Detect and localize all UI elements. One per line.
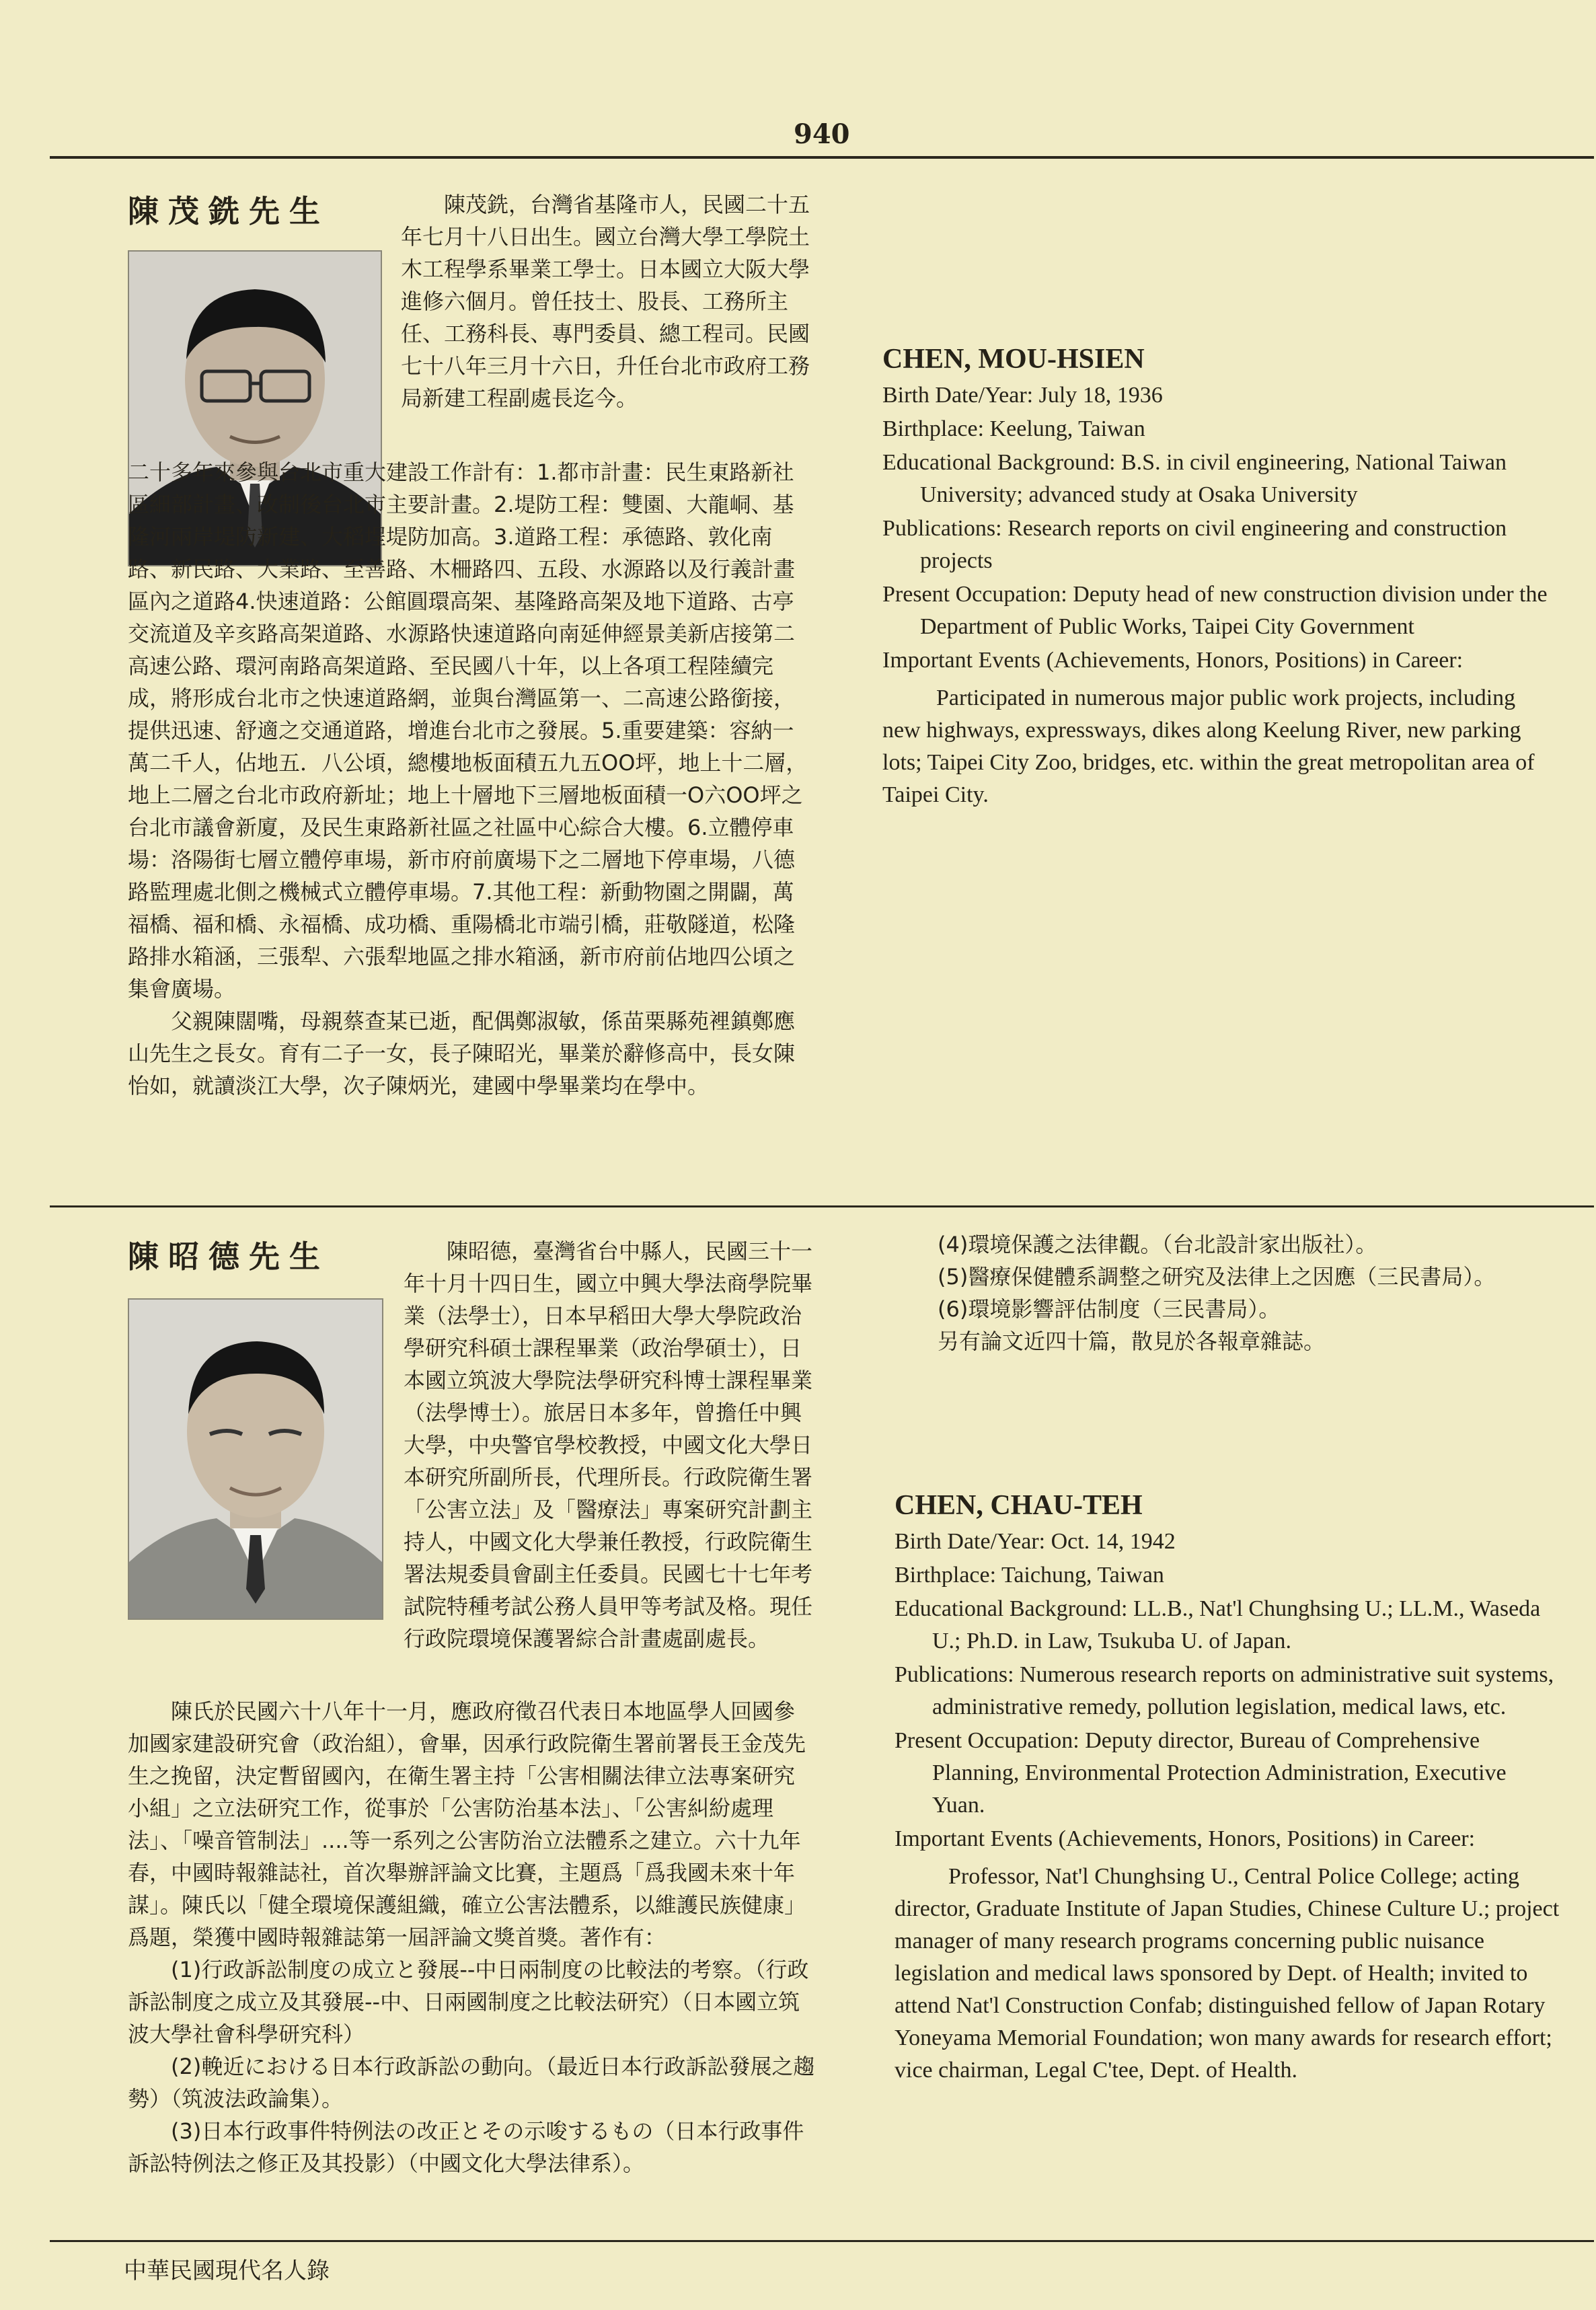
entry2-en-birthplace: Birthplace: Taichung, Taiwan	[895, 1563, 1164, 1588]
entry1-zh-body	[128, 456, 812, 1102]
entry1-en-name: CHEN, MOU-HSIEN	[882, 344, 1145, 375]
entry1-en-publications: Publications: Research reports on civil engineering and construction projects	[882, 516, 1507, 573]
entry2-zh-work-2: (2)輓近における日本行政訴訟の動向。（最近日本行政訴訟發展之趨勢）（筑波法政論集）。	[128, 2054, 815, 2112]
entry2-zh-work-5: (5)醫療保健體系調整之研究及法律上之因應（三民書局）。	[938, 1264, 1496, 1290]
entry2-portrait	[128, 1298, 383, 1620]
entry2-en-birthdate: Birth Date/Year: Oct. 14, 1942	[895, 1529, 1176, 1554]
entry2-zh-intro	[404, 1235, 815, 1655]
entry1-en-birthdate: Birth Date/Year: July 18, 1936	[882, 383, 1163, 408]
entry2-en-occupation: Present Occupation: Deputy director, Bureau of Comprehensive Planning, Environmental Protection Administration, Executive Yuan.	[895, 1728, 1507, 1818]
entry1-zh-intro-text: 陳茂銑，台灣省基隆市人，民國二十五年七月十八日出生。國立台灣大學工學院土木工程學系畢業工學士。日本國立大阪大學進修六個月。曾任技士、股長、工務所主任、工務科長、專門委員、總工程司。民國七十八年三月十六日，升任台北市政府工務局新建工程副處長迄今。	[401, 192, 810, 411]
entry2-en-block	[895, 1487, 1560, 2087]
entry2-en-events: Professor, Nat'l Chunghsing U., Central Police College; acting director, Graduate Institute of Japan Studies, Chinese Culture U.; project manager of many research programs concerning public nuisance legislation and medical laws sponsored by Dept. of Health; invited to attend Nat'l Construction Confab; distinguished fellow of Japan Rotary Yoneyama Memorial Foundation; won many awards for research effort; vice chairman, Legal C'tee, Dept. of Health.	[895, 1864, 1560, 2083]
entry1-zh-body-text: 二十多年來參與台北市重大建設工作計有：1.都市計畫：民生東路新社區細部計畫、改制後台北市主要計畫。2.堤防工程：雙園、大龍峒、基隆河兩岸堤防新建、大稻埕堤防加高。3.道路工程：承德路、敦化南路、新民路、大業路、至善路、木柵路四、五段、水源路以及行義計畫區內之道路4.快速道路：公館圓環高架、基隆路高架及地下道路、古亭交流道及辛亥路高架道路、水源路快速道路向南延伸經景美新店接第二高速公路、環河南路高架道路、至民國八十年，以上各項工程陸續完成，將形成台北市之快速道路網，並與台灣區第一、二高速公路銜接，提供迅速、舒適之交通道路，增進台北市之發展。5.重要建築：容納一萬二千人，佔地五．八公頃，總樓地板面積五九五OO坪，地上十二層，地上二層之台北市政府新址；地上十層地下三層地板面積一O六OO坪之台北市議會新廈，及民生東路新社區之社區中心綜合大樓。6.立體停車場：洛陽街七層立體停車場，新市府前廣場下之二層地下停車場，八德路監理處北側之機械式立體停車場。7.其他工程：新動物園之開闢，萬福橋、福和橋、永福橋、成功橋、重陽橋北市端引橋，莊敬隧道，松隆路排水箱涵，三張犁、六張犁地區之排水箱涵，新市府前佔地四公頃之集會廣場。	[128, 459, 808, 1002]
entry1-zh-intro	[401, 188, 812, 414]
entry-separator-rule	[50, 1205, 1594, 1207]
entry2-en-name: CHEN, CHAU-TEH	[895, 1490, 1143, 1521]
page-number: 940	[794, 118, 850, 150]
entry2-zh-work-3: (3)日本行政事件特例法の改正とその示唆するもの（日本行政事件訴訟特例法之修正及其投影）（中國文化大學法律系）。	[128, 2118, 804, 2176]
entry2-zh-body-text: 陳氏於民國六十八年十一月，應政府徵召代表日本地區學人回國參加國家建設研究會（政治組），會畢，因承行政院衛生署前署長王金茂先生之挽留，決定暫留國內，在衛生署主持「公害相關法律立法專案研究小組」之立法研究工作，從事於「公害防治基本法」、「公害糾紛處理法」、「噪音管制法」....等一系列之公害防治立法體系之建立。六十九年春，中國時報雜誌社，首次舉辦評論文比賽，主題爲「爲我國未來十年謀」。陳氏以「健全環境保護組織，確立公害法體系，以維護民族健康」爲題，榮獲中國時報雜誌第一屆評論文獎首獎。著作有：	[128, 1699, 806, 1950]
entry1-zh-family-text: 父親陳闊嘴，母親蔡查某已逝，配偶鄭淑敏，係苗栗縣苑裡鎮鄭應山先生之長女。育有二子一女，長子陳昭光，畢業於辭修高中，長女陳怡如，就讀淡江大學，次子陳炳光，建國中學畢業均在學中。	[128, 1008, 796, 1098]
entry2-en-publications: Publications: Numerous research reports on administrative suit systems, administrative remedy, pollution legislation, medical laws, etc.	[895, 1662, 1554, 1719]
portrait-man-suit-icon	[129, 1300, 382, 1618]
entry1-en-birthplace: Birthplace: Keelung, Taiwan	[882, 416, 1145, 441]
entry2-zh-work-6: (6)環境影響評估制度（三民書局）。	[938, 1296, 1281, 1322]
entry1-en-block	[882, 340, 1552, 811]
entry2-zh-work-1: (1)行政訴訟制度の成立と發展--中日兩制度の比較法的考察。（行政訴訟制度之成立及其發展--中、日兩國制度之比較法研究）（日本國立筑波大學社會科學研究科）	[128, 1957, 809, 2047]
entry1-zh-name: 陳茂銑先生	[128, 193, 330, 229]
entry2-zh-right	[895, 1228, 1560, 1357]
entry2-en-events-label: Important Events (Achievements, Honors, Positions) in Career:	[895, 1826, 1476, 1851]
entry2-en-education: Educational Background: LL.B., Nat'l Chunghsing U.; LL.M., Waseda U.; Ph.D. in Law, Tsukuba U. of Japan.	[895, 1596, 1541, 1653]
bottom-rule	[50, 2240, 1594, 2242]
top-rule	[50, 156, 1594, 159]
entry2-zh-name: 陳昭德先生	[128, 1238, 330, 1275]
entry1-en-events: Participated in numerous major public work projects, including new highways, expressways, dikes along Keelung River, new parking lots; Taipei City Zoo, bridges, etc. within the great metropolitan area of Taipei City.	[882, 685, 1535, 807]
entry2-zh-more: 另有論文近四十篇，散見於各報章雜誌。	[938, 1329, 1326, 1354]
entry2-zh-body	[128, 1695, 815, 2179]
entry1-en-occupation: Present Occupation: Deputy head of new construction division under the Department of Public Works, Taipei City Government	[882, 582, 1548, 639]
entry2-zh-intro-text: 陳昭德，臺灣省台中縣人，民國三十一年十月十四日生，國立中興大學法商學院畢業（法學士），日本早稻田大學大學院政治學研究科碩士課程畢業（政治學碩士），日本國立筑波大學院法學研究科博士課程畢業（法學博士）。旅居日本多年，曾擔任中興大學，中央警官學校教授，中國文化大學日本研究所副所長，代理所長。行政院衛生署「公害立法」及「醫療法」專案研究計劃主持人，中國文化大學兼任教授，行政院衛生署法規委員會副主任委員。民國七十七年考試院特種考試公務人員甲等考試及格。現任行政院環境保護署綜合計畫處副處長。	[404, 1238, 813, 1651]
entry1-en-education: Educational Background: B.S. in civil engineering, National Taiwan University; advanced study at Osaka University	[882, 450, 1507, 507]
entry2-zh-work-4: (4)環境保護之法律觀。（台北設計家出版社）。	[938, 1232, 1377, 1257]
book-title-footer: 中華民國現代名人錄	[124, 2258, 330, 2284]
entry1-en-events-label: Important Events (Achievements, Honors, Positions) in Career:	[882, 648, 1464, 673]
